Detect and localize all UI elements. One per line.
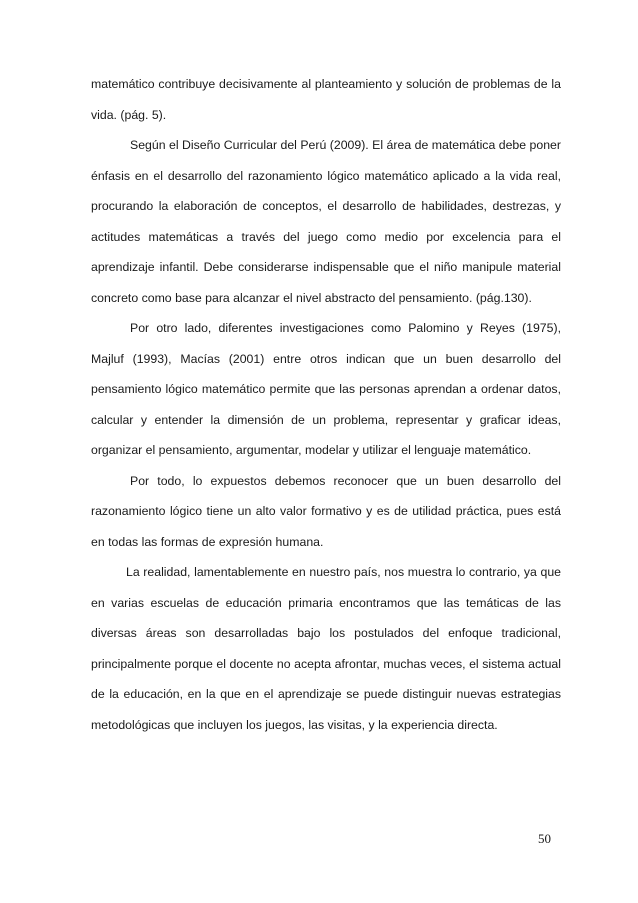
body-text xyxy=(91,69,561,740)
paragraph-realidad: La realidad, lamentablemente en nuestro país, nos muestra lo contrario, ya que en varias escuelas de educación primaria encontramos que las temáticas de las diversas áreas son desarrolladas bajo los postulados del enfoque tradicional, principalmente porque el docente no acepta afrontar, muchas veces, el sistema actual de la educación, en la que en el aprendizaje se puede distinguir nuevas estrategias metodológicas que incluyen los juegos, las visitas, y la experiencia directa. xyxy=(91,565,561,732)
paragraph-diseno-curricular: Según el Diseño Curricular del Perú (2009). El área de matemática debe poner énfasis en el desarrollo del razonamiento lógico matemático aplicado a la vida real, procurando la elaboración de conceptos, el desarrollo de habilidades, destrezas, y actitudes matemáticas a través del juego como medio por excelencia para el aprendizaje infantil. Debe considerarse indispensable que el niño manipule material concreto como base para alcanzar el nivel abstracto del pensamiento. (pág.130). xyxy=(91,138,561,305)
paragraph-por-todo: Por todo, lo expuestos debemos reconocer que un buen desarrollo del razonamiento lógico tiene un alto valor formativo y es de utilidad práctica, pues está en todas las formas de expresión humana. xyxy=(91,473,561,549)
page-number: 50 xyxy=(538,831,551,846)
paragraph-continuation: matemático contribuye decisivamente al planteamiento y solución de problemas de la vida. (pág. 5). xyxy=(91,77,561,122)
paragraph-investigaciones: Por otro lado, diferentes investigaciones como Palomino y Reyes (1975), Majluf (1993), Macías (2001) entre otros indican que un buen desarrollo del pensamiento lógico matemático permite que las personas aprendan a ordenar datos, calcular y entender la dimensión de un problema, representar y graficar ideas, organizar el pensamiento, argumentar, modelar y utilizar el lenguaje matemático. xyxy=(91,321,561,457)
